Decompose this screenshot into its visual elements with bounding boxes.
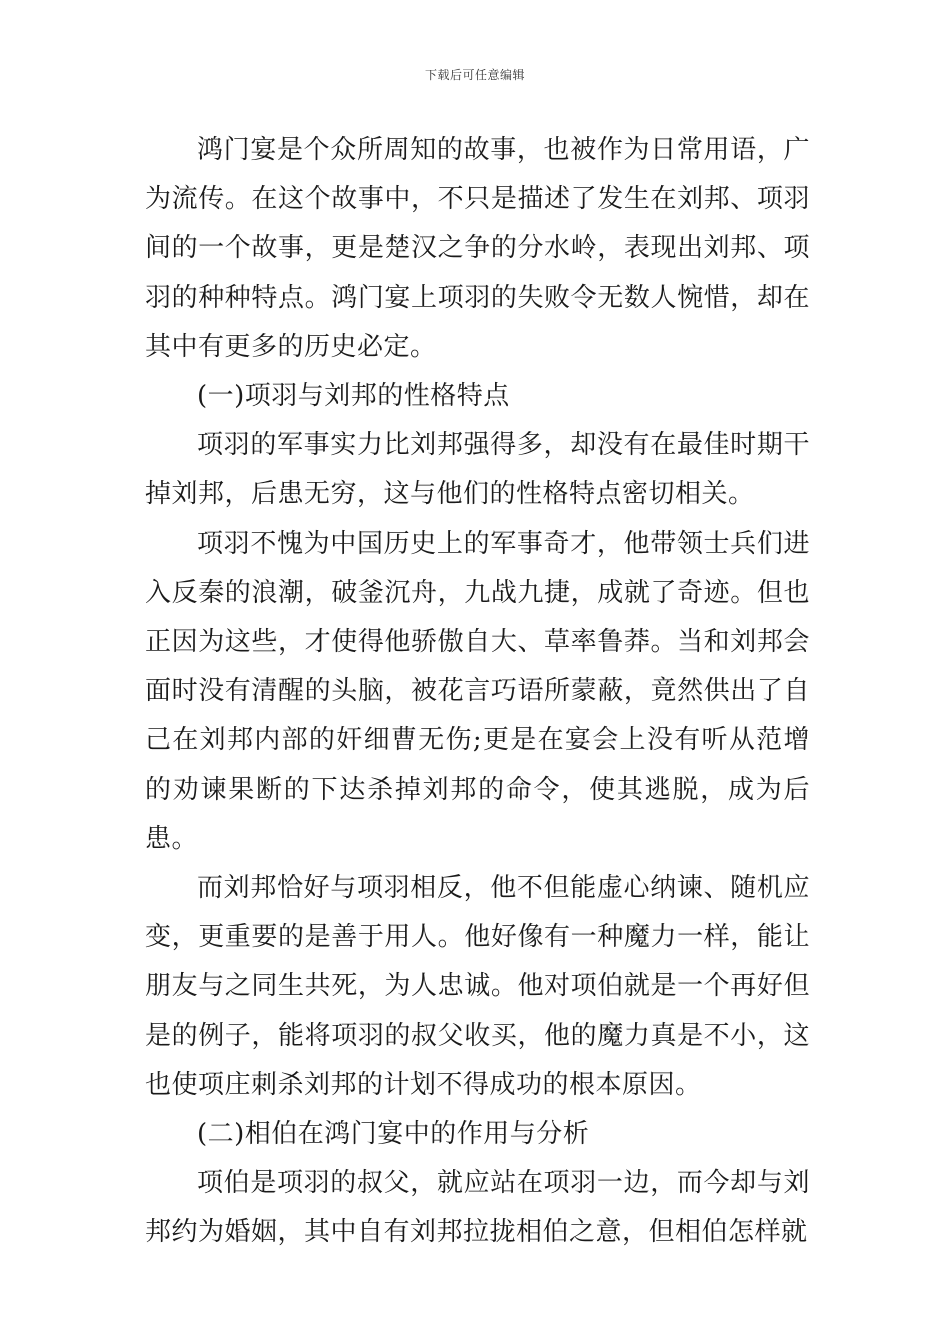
paragraph-xiangyu-character: 项羽不愧为中国历史上的军事奇才，他带领士兵们进入反秦的浪潮，破釜沉舟，九战九捷，成就了奇迹。但也正因为这些，才使得他骄傲自大、草率鲁莽。当和刘邦会面时没有清醒的头脑，被花言巧语所蒙蔽，竟然供出了自己在刘邦内部的奸细曹无伤;更是在宴会上没有听从范增的劝谏果断的下达杀掉刘邦的命令，使其逃脱，成为后患。 — [145, 528, 810, 854]
paragraph-xiangbo: 项伯是项羽的叔父，就应站在项羽一边，而今却与刘邦约为婚姻，其中自有刘邦拉拢相伯之意，但相伯怎样就 — [145, 1168, 810, 1248]
document-body — [145, 126, 810, 1258]
paragraph-liubang-character: 而刘邦恰好与项羽相反，他不但能虚心纳谏、随机应变，更重要的是善于用人。他好像有一种魔力一样，能让朋友与之同生共死，为人忠诚。他对项伯就是一个再好但是的例子，能将项羽的叔父收买，他的魔力真是不小，这也使项庄刺杀刘邦的计划不得成功的根本原因。 — [145, 873, 810, 1100]
page-header: 下载后可任意编辑 — [424, 68, 525, 82]
paragraph-military-strength: 项羽的军事实力比刘邦强得多，却没有在最佳时期干掉刘邦，后患无穷，这与他们的性格特点密切相关。 — [145, 430, 810, 510]
section-heading-1: (一)项羽与刘邦的性格特点 — [197, 381, 510, 412]
section-heading-2: (二)相伯在鸿门宴中的作用与分析 — [197, 1119, 590, 1150]
paragraph-intro: 鸿门宴是个众所周知的故事，也被作为日常用语，广为流传。在这个故事中，不只是描述了发生在刘邦、项羽间的一个故事，更是楚汉之争的分水岭，表现出刘邦、项羽的种种特点。鸿门宴上项羽的失败令无数人惋惜，却在其中有更多的历史必定。 — [145, 135, 810, 362]
